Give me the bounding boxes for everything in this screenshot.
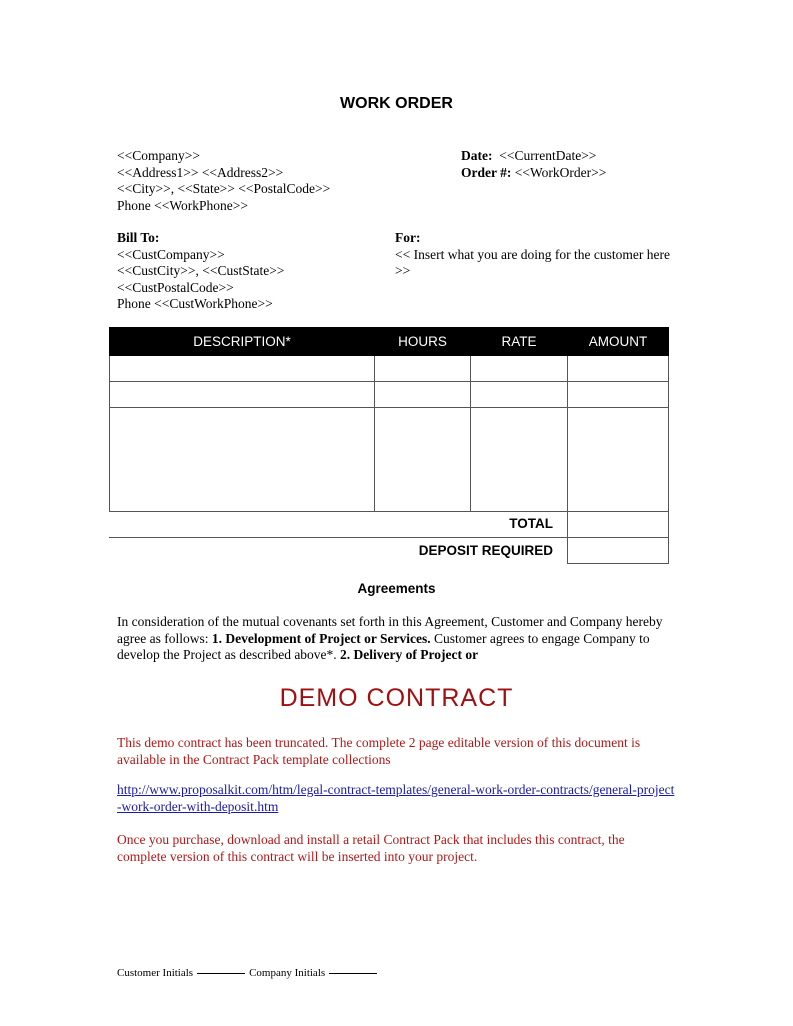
- agreements-heading: Agreements: [357, 581, 436, 596]
- for-label: For:: [395, 230, 421, 245]
- table-cell[interactable]: [471, 382, 568, 408]
- initials-footer: [117, 965, 381, 982]
- agreements-item-1: 1. Development of Project or Services.: [211, 630, 431, 646]
- table-row: [110, 382, 669, 408]
- line-items-table: [109, 327, 669, 512]
- company-initials-blank[interactable]: [329, 973, 377, 974]
- agreements-paragraph: [117, 614, 677, 664]
- total-amount-box[interactable]: [567, 511, 669, 538]
- sender-phone: Phone <<WorkPhone>>: [117, 197, 248, 213]
- deposit-amount-box[interactable]: [567, 537, 669, 564]
- table-cell[interactable]: [110, 356, 375, 382]
- order-number-label: Order #:: [461, 164, 512, 180]
- document-title: WORK ORDER: [340, 95, 453, 112]
- agreements-intro: In consideration of the mutual covenants set forth in this Agreement, Customer and Company hereby agree as follows:: [117, 614, 663, 646]
- order-meta-block: [461, 148, 606, 181]
- sender-company: <<Company>>: [117, 148, 200, 163]
- bill-to-company: <<CustCompany>>: [117, 246, 225, 262]
- table-cell[interactable]: [375, 356, 471, 382]
- order-number-value: <<WorkOrder>>: [514, 164, 607, 180]
- column-header-amount: AMOUNT: [568, 328, 669, 356]
- column-header-description: DESCRIPTION*: [110, 328, 375, 356]
- table-cell[interactable]: [375, 382, 471, 408]
- bill-to-phone: Phone <<CustWorkPhone>>: [117, 296, 273, 311]
- table-cell[interactable]: [110, 382, 375, 408]
- table-cell[interactable]: [568, 382, 669, 408]
- purchase-notice: Once you purchase, download and install a retail Contract Pack that includes this contract, the complete version of this contract will be inserted into your project.: [117, 832, 625, 864]
- date-value: <<CurrentDate>>: [499, 148, 597, 163]
- table-row: [110, 356, 669, 382]
- demo-contract-heading: DEMO CONTRACT: [279, 684, 514, 712]
- table-header-row: [110, 328, 669, 356]
- agreements-item-2: 2. Delivery of Project or: [340, 647, 479, 662]
- deposit-required-label: DEPOSIT REQUIRED: [418, 543, 553, 558]
- table-cell[interactable]: [375, 408, 471, 512]
- table-cell[interactable]: [110, 408, 375, 512]
- for-block: [395, 230, 670, 280]
- table-cell[interactable]: [568, 408, 669, 512]
- column-header-rate: RATE: [471, 328, 568, 356]
- total-label: TOTAL: [509, 516, 553, 531]
- bill-to-label: Bill To:: [117, 230, 160, 245]
- table-cell[interactable]: [568, 356, 669, 382]
- bill-to-postal: <<CustPostalCode>>: [117, 279, 234, 295]
- bill-to-block: [117, 230, 284, 313]
- table-row: [110, 408, 669, 512]
- sender-city-line: <<City>>, <<State>> <<PostalCode>>: [117, 181, 331, 196]
- bill-to-city-line: <<CustCity>>, <<CustState>>: [117, 263, 285, 278]
- company-initials-label: Company Initials: [249, 967, 326, 979]
- date-label: Date:: [461, 148, 493, 163]
- agreements-middle: Customer agrees to engage Company to develop the Project as described above*.: [117, 630, 650, 662]
- sender-address: <<Address1>> <<Address2>>: [117, 164, 284, 180]
- table-cell[interactable]: [471, 408, 568, 512]
- table-cell[interactable]: [471, 356, 568, 382]
- demo-notice: This demo contract has been truncated. The complete 2 page editable version of this document is available in the Contract Pack template collections: [117, 735, 641, 767]
- customer-initials-blank[interactable]: [197, 973, 245, 974]
- customer-initials-label: Customer Initials: [117, 967, 194, 979]
- sender-address-block: [117, 148, 330, 214]
- column-header-hours: HOURS: [375, 328, 471, 356]
- for-text: << Insert what you are doing for the customer here >>: [395, 246, 671, 278]
- totals-divider: [109, 537, 567, 538]
- contract-pack-link[interactable]: http://www.proposalkit.com/htm/legal-contract-templates/general-work-order-contracts/general-project-work-order-with-deposit.htm: [117, 782, 675, 814]
